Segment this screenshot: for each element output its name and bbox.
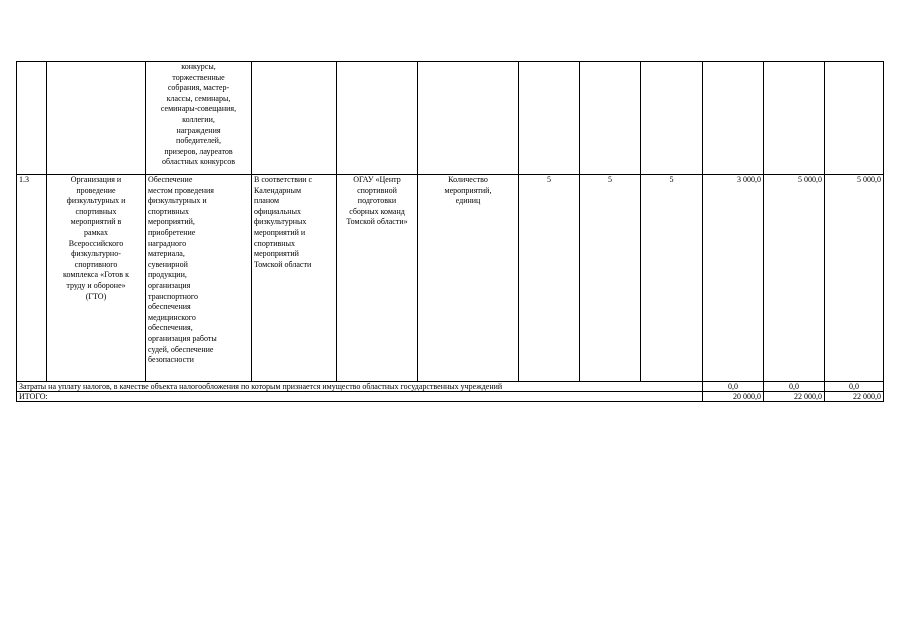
cell-name xyxy=(47,62,146,175)
cell-value xyxy=(641,62,703,175)
cell-amount: 5 000,0 xyxy=(764,175,825,382)
cell-amount xyxy=(703,62,764,175)
cell-amount: 3 000,0 xyxy=(703,175,764,382)
table-row xyxy=(17,175,884,382)
cell-expenses: Обеспечение местом проведения физкультурных и спортивных мероприятий, приобретение наградного материала, сувенирной продукции, организация транспортного обеспечения медицинского обеспечения, организация работы судей, обеспечение безопасности xyxy=(146,175,252,382)
cell-amount: 22 000,0 xyxy=(825,392,884,402)
cell-amount: 20 000,0 xyxy=(703,392,764,402)
cell-amount xyxy=(825,62,884,175)
cell-indicator xyxy=(418,62,519,175)
cell-value xyxy=(580,62,641,175)
cell-executor: ОГАУ «Центр спортивной подготовки сборных команд Томской области» xyxy=(337,175,418,382)
cell-indicator: Количество мероприятий, единиц xyxy=(418,175,519,382)
cell-num xyxy=(17,62,47,175)
cell-value: 5 xyxy=(519,175,580,382)
cell-basis: В соответствии с Календарным планом официальных физкультурных мероприятий и спортивных мероприятий Томской области xyxy=(252,175,337,382)
cell-value xyxy=(519,62,580,175)
cell-expenses: конкурсы, торжественные собрания, мастер- классы, семинары, семинары-совещания, коллегии, награждения победителей, призеров, лауреатов областных конкурсов xyxy=(146,62,252,175)
cell-num: 1.3 xyxy=(17,175,47,382)
cell-value: 5 xyxy=(580,175,641,382)
cell-amount: 0,0 xyxy=(825,382,884,392)
cell-amount: 5 000,0 xyxy=(825,175,884,382)
cell-value: 5 xyxy=(641,175,703,382)
budget-table xyxy=(16,61,884,402)
table-row-total xyxy=(17,392,884,402)
cell-amount: 0,0 xyxy=(764,382,825,392)
table-row-taxes xyxy=(17,382,884,392)
cell-amount: 0,0 xyxy=(703,382,764,392)
taxes-label: Затраты на уплату налогов, в качестве объекта налогообложения по которым признается имущество областных государственных учреждений xyxy=(17,382,703,392)
cell-name: Организация и проведение физкультурных и спортивных мероприятий в рамках Всероссийского физкультурно- спортивного комплекса «Готов к труду и обороне» (ГТО) xyxy=(47,175,146,382)
cell-basis xyxy=(252,62,337,175)
cell-amount xyxy=(764,62,825,175)
cell-amount: 22 000,0 xyxy=(764,392,825,402)
table-row xyxy=(17,62,884,175)
total-label: ИТОГО: xyxy=(17,392,703,402)
cell-executor xyxy=(337,62,418,175)
